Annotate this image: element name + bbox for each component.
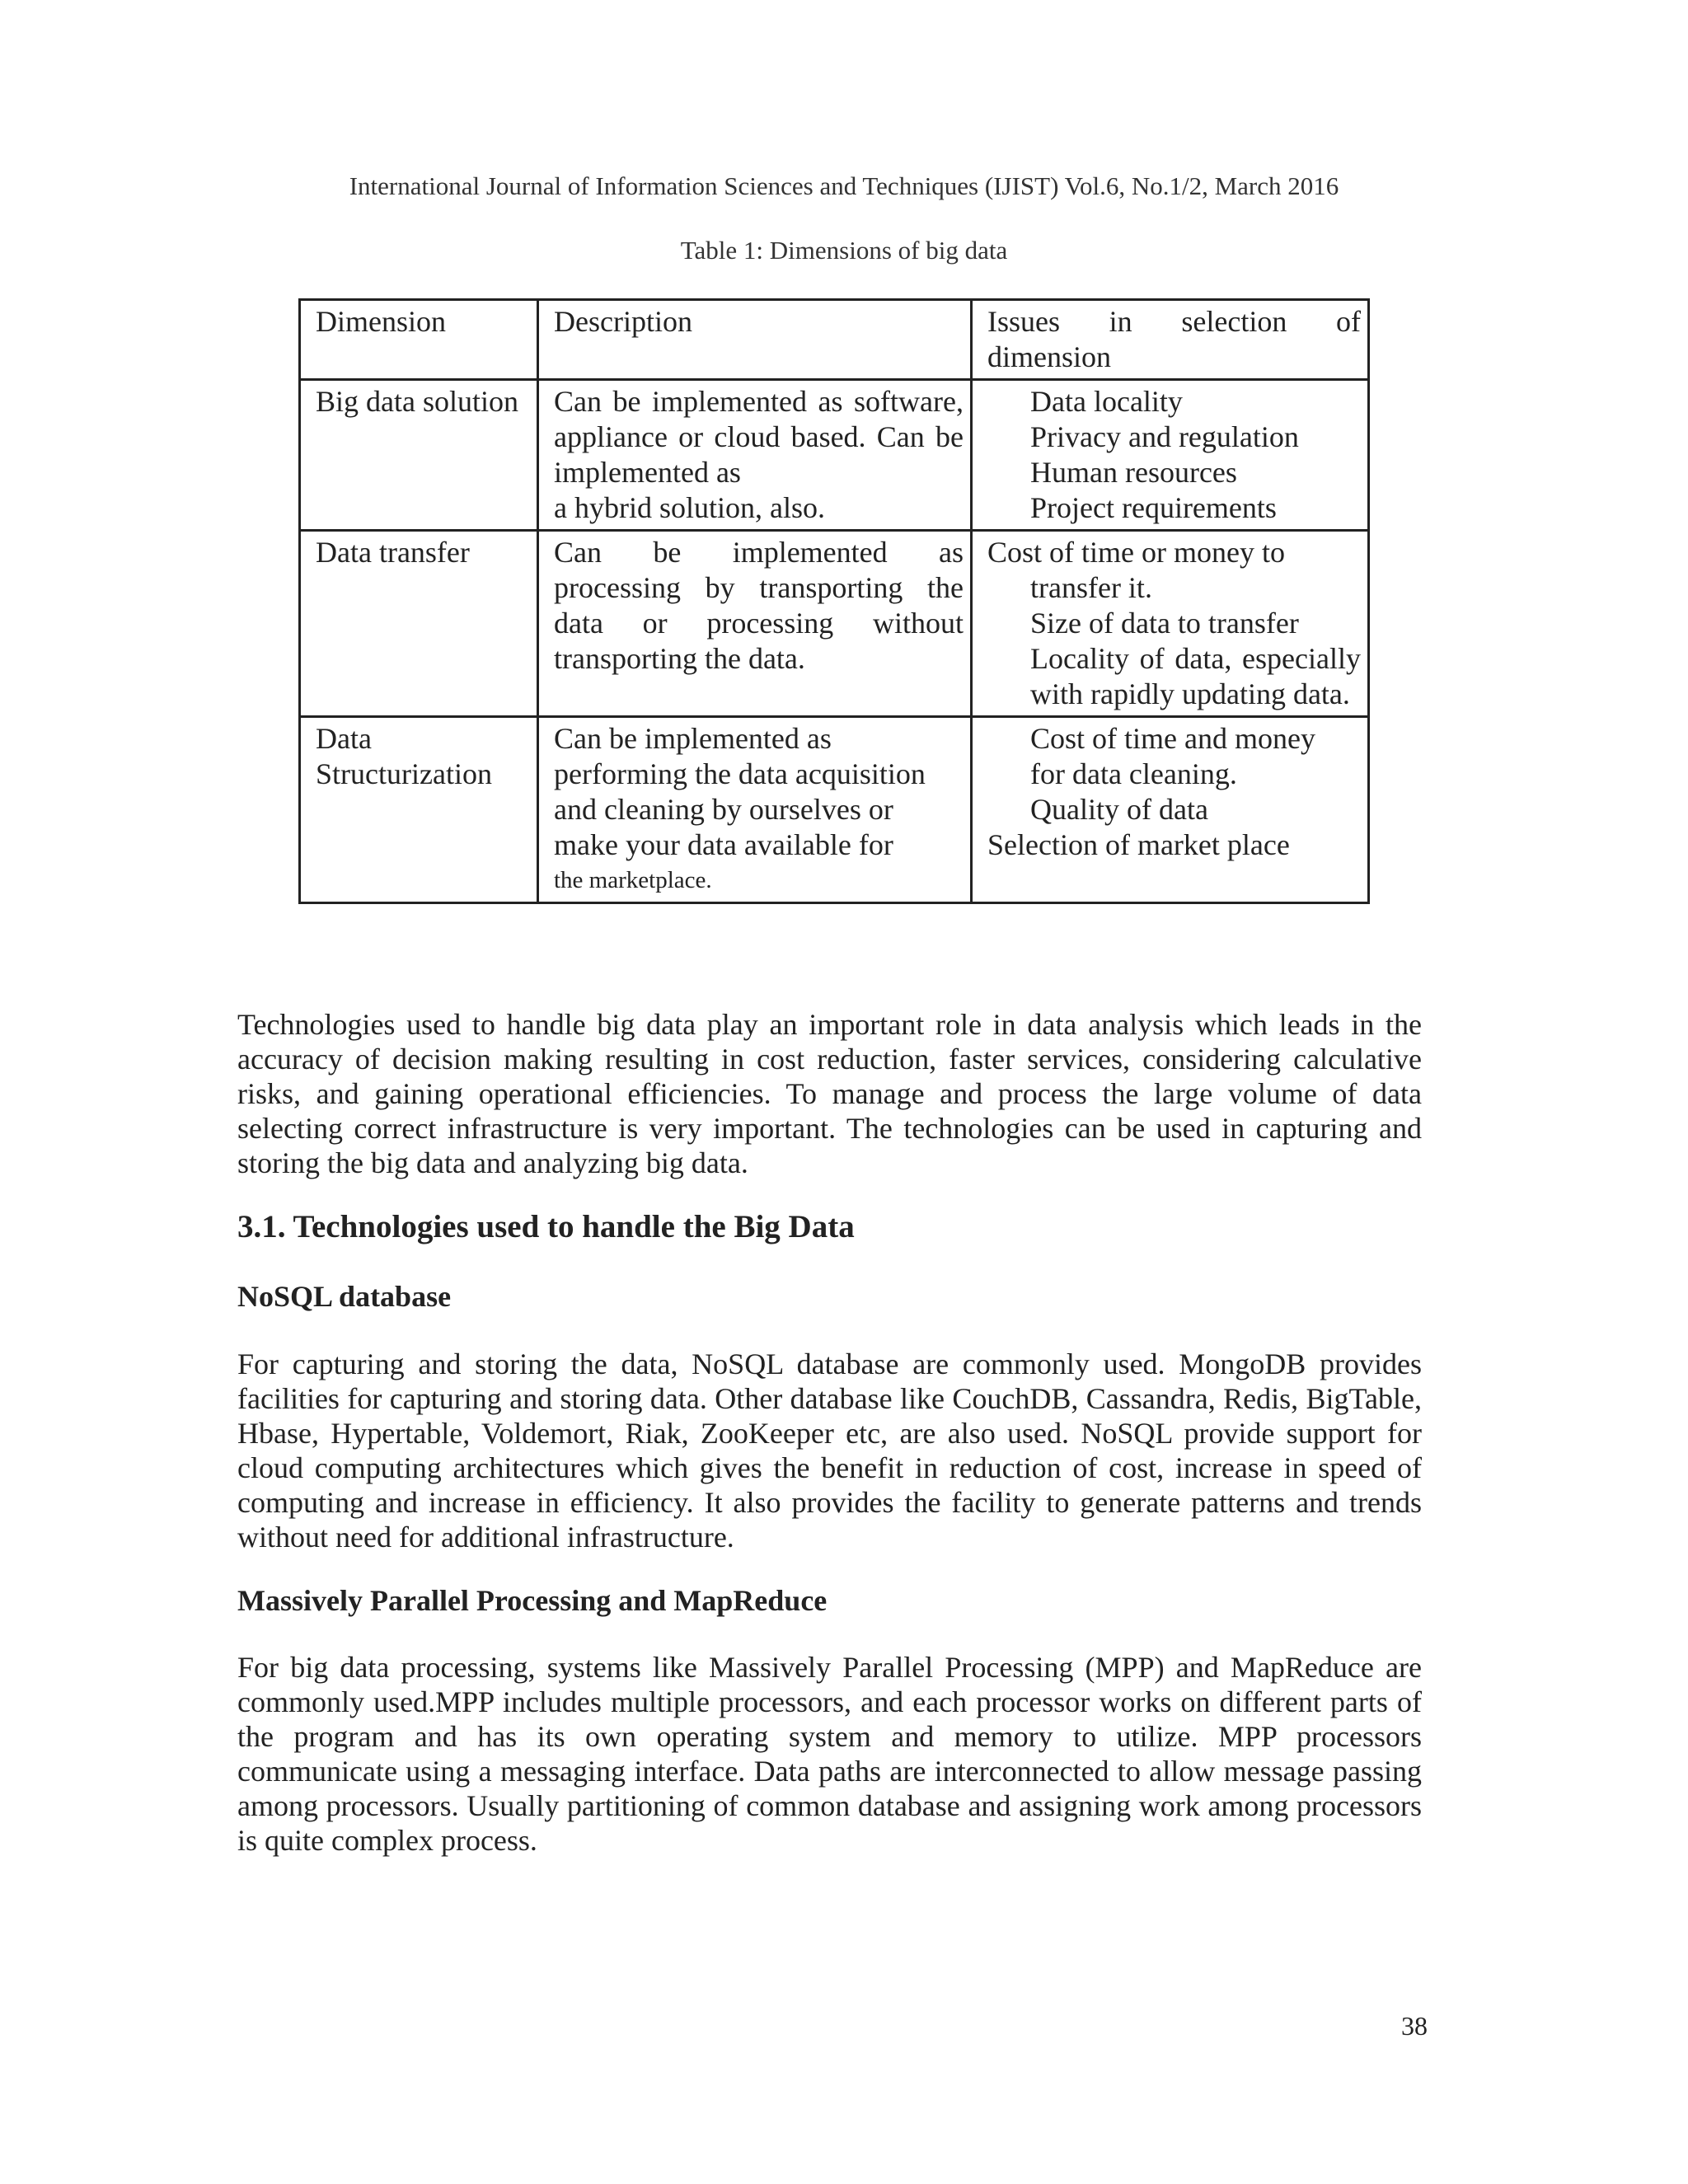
row-description	[538, 531, 972, 717]
table-header-row	[300, 300, 1369, 380]
issue-line: Cost of time and money	[1030, 722, 1315, 755]
description-line: make your data available for	[554, 828, 893, 861]
issue-line: for data cleaning.	[1030, 757, 1237, 790]
issue-line: Size of data to transfer	[1030, 607, 1299, 640]
nosql-paragraph: For capturing and storing the data, NoSQL database are commonly used. MongoDB provides facilities for capturing and storing data. Other database like CouchDB, Cassandra, Redis, BigTable, Hbase, Hypertable, Voldemort, Riak, ZooKeeper etc, are also used. NoSQL provide support for cloud computing architectures which gives the benefit in reduction of cost, increase in speed of computing and increase in efficiency. It also provides the facility to generate patterns and trends without need for additional infrastructure.	[237, 1347, 1422, 1554]
row-issues	[972, 380, 1369, 531]
issue-line: Locality of data, especially with rapidly updating data.	[1030, 642, 1361, 710]
mpp-heading: Massively Parallel Processing and MapReduce	[237, 1584, 828, 1617]
intro-paragraph: Technologies used to handle big data play an important role in data analysis which leads in the accuracy of decision making resulting in cost reduction, faster services, considering calculative risks, and gaining operational efficiencies. To manage and process the large volume of data selecting correct infrastructure is very important. The technologies can be used in capturing and storing the big data and analyzing big data.	[237, 1008, 1422, 1179]
header-issues: Issues in selection of dimension	[972, 300, 1369, 380]
nosql-heading: NoSQL database	[237, 1280, 452, 1313]
issue-line: Cost of time or money to	[987, 536, 1285, 569]
issue-line: transfer it.	[1030, 571, 1152, 604]
row-dimension: Data transfer	[300, 531, 538, 717]
issue-line: Project requirements	[1030, 491, 1277, 524]
table-caption: Table 1: Dimensions of big data	[680, 236, 1008, 265]
issue-line: Quality of data	[1030, 793, 1208, 826]
table-row	[300, 717, 1369, 903]
row-dimension: Big data solution	[300, 380, 538, 531]
description-line: transporting the data.	[554, 642, 805, 675]
row-issues	[972, 531, 1369, 717]
description-line: Can be implemented as performing the data acquisition and cleaning by ourselves or	[554, 722, 926, 826]
row-description	[538, 717, 972, 903]
description-line: the marketplace.	[554, 867, 712, 893]
description-line: a hybrid solution, also.	[554, 491, 825, 524]
header-description: Description	[538, 300, 972, 380]
issue-line: Privacy and regulation	[1030, 420, 1299, 453]
table-row	[300, 380, 1369, 531]
table-row	[300, 531, 1369, 717]
journal-header: International Journal of Information Sciences and Techniques (IJIST) Vol.6, No.1/2, March 2016	[349, 171, 1339, 200]
issue-line: Data locality	[1030, 385, 1183, 418]
dimensions-table	[298, 298, 1370, 904]
row-dimension: Data Structurization	[300, 717, 538, 903]
row-description	[538, 380, 972, 531]
page-number: 38	[1401, 2011, 1428, 2041]
description-line: Can be implemented as processing by transporting the data or processing without	[554, 536, 964, 640]
mpp-paragraph: For big data processing, systems like Massively Parallel Processing (MPP) and MapReduce are commonly used.MPP includes multiple processors, and each processor works on different parts of the program and has its own operating system and memory to utilize. MPP processors communicate using a messaging interface. Data paths are interconnected to allow message passing among processors. Usually partitioning of common database and assigning work among processors is quite complex process.	[237, 1651, 1422, 1857]
description-line: Can be implemented as software, appliance or cloud based. Can be implemented as	[554, 385, 964, 489]
issue-line: Selection of market place	[987, 828, 1290, 861]
header-dimension: Dimension	[300, 300, 538, 380]
section-heading: 3.1. Technologies used to handle the Big Data	[237, 1209, 855, 1244]
row-issues	[972, 717, 1369, 903]
issue-line: Human resources	[1030, 456, 1237, 489]
